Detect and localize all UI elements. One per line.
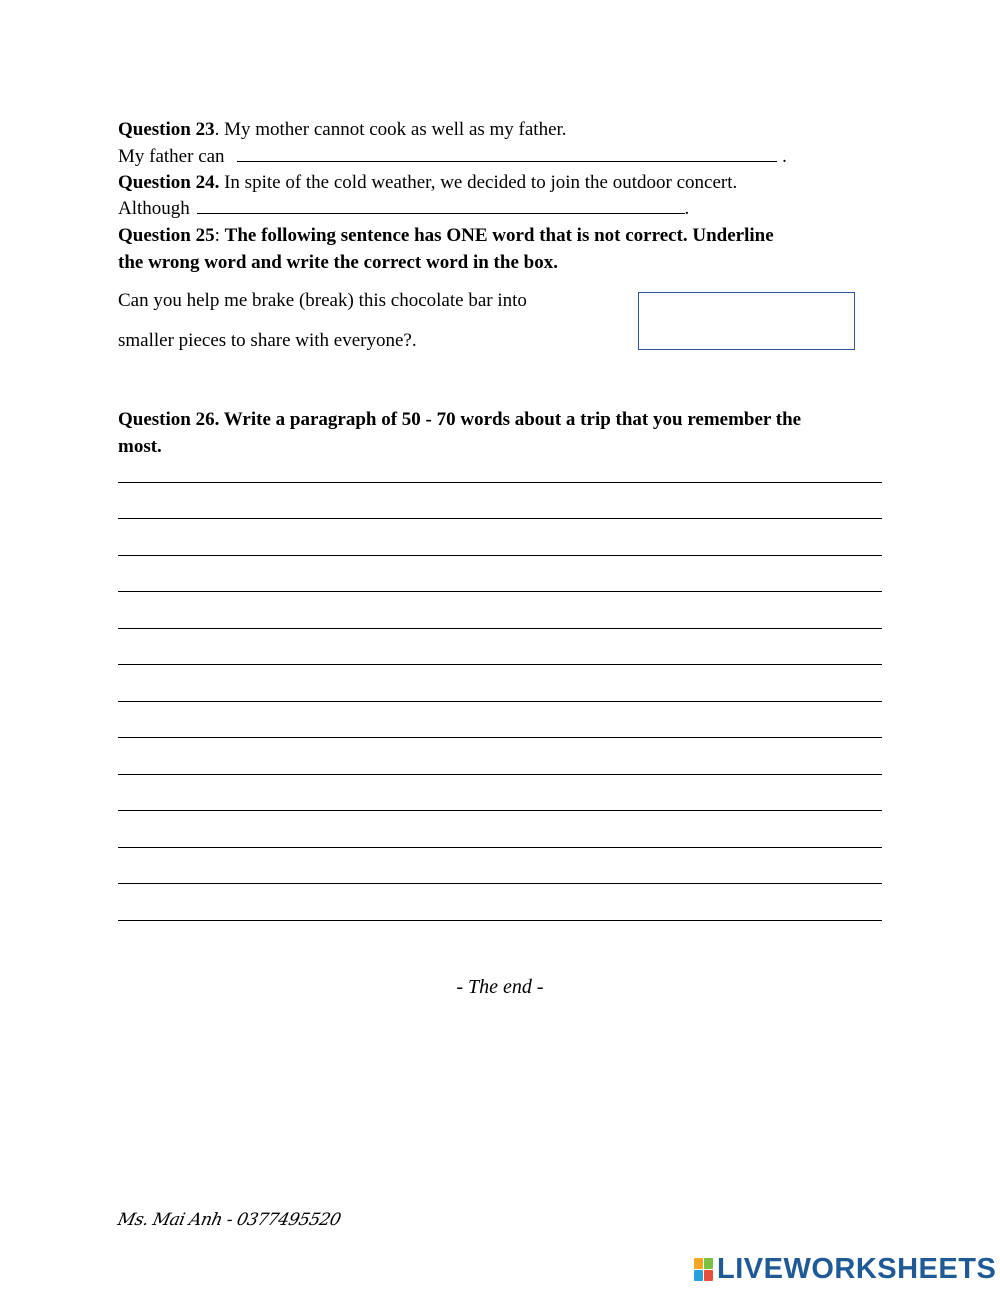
writing-line[interactable] xyxy=(118,883,882,884)
question-24 xyxy=(118,171,737,195)
question-24-label: Question 24. xyxy=(118,172,220,193)
writing-line[interactable] xyxy=(118,628,882,629)
question-25 xyxy=(118,224,774,248)
writing-line[interactable] xyxy=(118,701,882,702)
liveworksheets-logo-icon xyxy=(694,1258,713,1281)
question-25-sentence-line2: smaller pieces to share with everyone?. xyxy=(118,330,417,351)
question-25-instruction-line2: the wrong word and write the correct word in the box. xyxy=(118,252,558,273)
writing-line[interactable] xyxy=(118,591,882,592)
question-25-sentence-line1: Can you help me brake (break) this chocolate bar into xyxy=(118,290,527,311)
question-26-line1: Question 26. Write a paragraph of 50 - 70 words about a trip that you remember the xyxy=(118,409,802,430)
writing-line[interactable] xyxy=(118,810,882,811)
the-end-text: - The end - xyxy=(456,976,544,998)
question-26-line2: most. xyxy=(118,436,162,457)
question-25-sep: : xyxy=(214,225,225,246)
writing-line[interactable] xyxy=(118,555,882,556)
question-23-text: . My mother cannot cook as well as my father. xyxy=(214,119,567,140)
question-23-label: Question 23 xyxy=(118,119,215,140)
question-23-end: . xyxy=(782,146,787,167)
question-24-prompt: Although xyxy=(118,198,190,219)
writing-line[interactable] xyxy=(118,774,882,775)
liveworksheets-brand[interactable] xyxy=(694,1253,997,1285)
signature: Ms. Mai Anh - 0377495520 xyxy=(115,1210,343,1230)
question-24-answer-line xyxy=(118,197,689,221)
question-23-answer-line xyxy=(118,145,787,169)
question-25-label: Question 25 xyxy=(118,225,215,246)
writing-line[interactable] xyxy=(118,920,882,921)
brand-name: LIVEWORKSHEETS xyxy=(717,1253,997,1285)
question-23-answer-blank[interactable] xyxy=(237,145,777,162)
writing-line[interactable] xyxy=(118,737,882,738)
writing-line[interactable] xyxy=(118,518,882,519)
writing-line[interactable] xyxy=(118,664,882,665)
question-24-answer-blank[interactable] xyxy=(197,197,685,214)
writing-line[interactable] xyxy=(118,847,882,848)
question-23 xyxy=(118,118,567,142)
question-23-prompt: My father can xyxy=(118,146,225,167)
question-24-text: In spite of the cold weather, we decided to join the outdoor concert. xyxy=(219,172,738,193)
question-25-answer-box[interactable] xyxy=(638,292,855,350)
question-25-instruction-line1: The following sentence has ONE word that is not correct. Underline xyxy=(224,225,774,246)
question-24-end: . xyxy=(684,198,690,219)
writing-line[interactable] xyxy=(118,482,882,483)
